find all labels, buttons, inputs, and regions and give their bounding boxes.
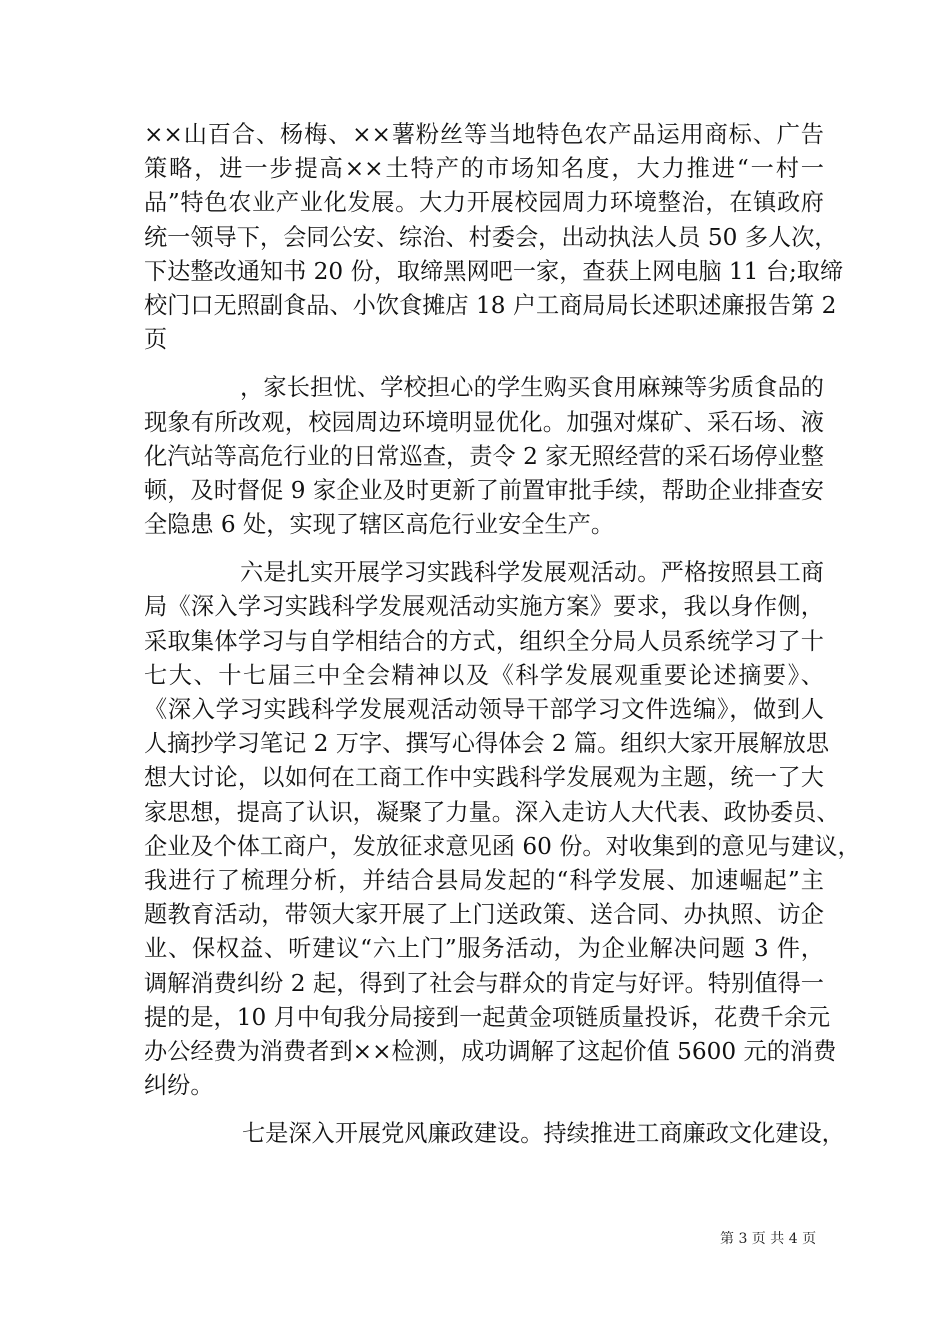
text-line: 局《深入学习实践科学发展观活动实施方案》要求，我以身作侧，: [144, 593, 824, 621]
text-line: 纠纷。: [144, 1072, 214, 1100]
text-line: 提的是，10 月中旬我分局接到一起黄金项链质量投诉，花费千余元: [144, 1003, 831, 1031]
text-line: 六是扎实开展学习实践科学发展观活动。严格按照县工商: [240, 559, 824, 587]
text-line: 想大讨论，以如何在工商工作中实践科学发展观为主题，统一了大: [144, 764, 824, 792]
text-line: 现象有所改观，校园周边环境明显优化。加强对煤矿、采石场、液: [144, 408, 824, 436]
text-line: 页: [144, 326, 168, 354]
text-line: 企业及个体工商户，发放征求意见函 60 份。对收集到的意见与建议，: [144, 832, 861, 860]
paragraph: [144, 556, 861, 1103]
text-line: 品”特色农业产业化发展。大力开展校园周力环境整治，在镇政府: [144, 189, 824, 217]
text-line: 调解消费纠纷 2 起，得到了社会与群众的肯定与好评。特别值得一: [144, 969, 824, 997]
page-footer: 第 3 页 共 4 页: [720, 1231, 817, 1247]
text-line: 采取集体学习与自学相结合的方式，组织全分局人员系统学习了十: [144, 627, 824, 655]
paragraph: [144, 1117, 845, 1151]
text-line: 七是深入开展党风廉政建设。持续推进工商廉政文化建设，: [242, 1120, 845, 1148]
paragraph: [144, 371, 824, 542]
text-line: 人摘抄学习笔记 2 万字、撰写心得体会 2 篇。组织大家开展解放思: [144, 730, 830, 758]
text-line: ××山百合、杨梅、××薯粉丝等当地特色农产品运用商标、广告: [144, 121, 824, 148]
text-line: 化汽站等高危行业的日常巡查，责令 2 家无照经营的采石场停业整: [144, 442, 824, 470]
text-line: 下达整改通知书 20 份，取缔黑网吧一家，查获上网电脑 11 台;取缔: [144, 257, 844, 285]
text-line: 题教育活动，带领大家开展了上门送政策、送合同、办执照、访企: [144, 901, 824, 929]
text-line: 全隐患 6 处，实现了辖区高危行业安全生产。: [144, 511, 615, 539]
text-line: 策略，进一步提高××土特产的市场知名度，大力推进“一村一: [144, 155, 824, 183]
text-line: 我进行了梳理分析，并结合县局发起的“科学发展、加速崛起”主: [144, 866, 824, 894]
text-line: ，家长担忧、学校担心的学生购买食用麻辣等劣质食品的: [240, 374, 824, 402]
text-line: 家思想，提高了认识，凝聚了力量。深入走访人大代表、政协委员、: [144, 798, 840, 826]
text-line: 统一领导下，会同公安、综治、村委会，出动执法人员 50 多人次，: [144, 223, 838, 251]
text-line: 办公经费为消费者到××检测，成功调解了这起价值 5600 元的消费: [144, 1037, 837, 1065]
text-line: 业、保权益、听建议“六上门”服务活动，为企业解决问题 3 件，: [144, 935, 824, 963]
paragraph: [144, 118, 844, 357]
document-body: [144, 118, 861, 1151]
text-line: 校门口无照副食品、小饮食摊店 18 户工商局局长述职述廉报告第 2: [144, 291, 837, 319]
text-line: 顿，及时督促 9 家企业及时更新了前置审批手续，帮助企业排查安: [144, 476, 824, 504]
text-line: 《深入学习实践科学发展观活动领导干部学习文件选编》，做到人: [144, 696, 824, 723]
text-line: 七大、十七届三中全会精神以及《科学发展观重要论述摘要》、: [144, 661, 824, 689]
